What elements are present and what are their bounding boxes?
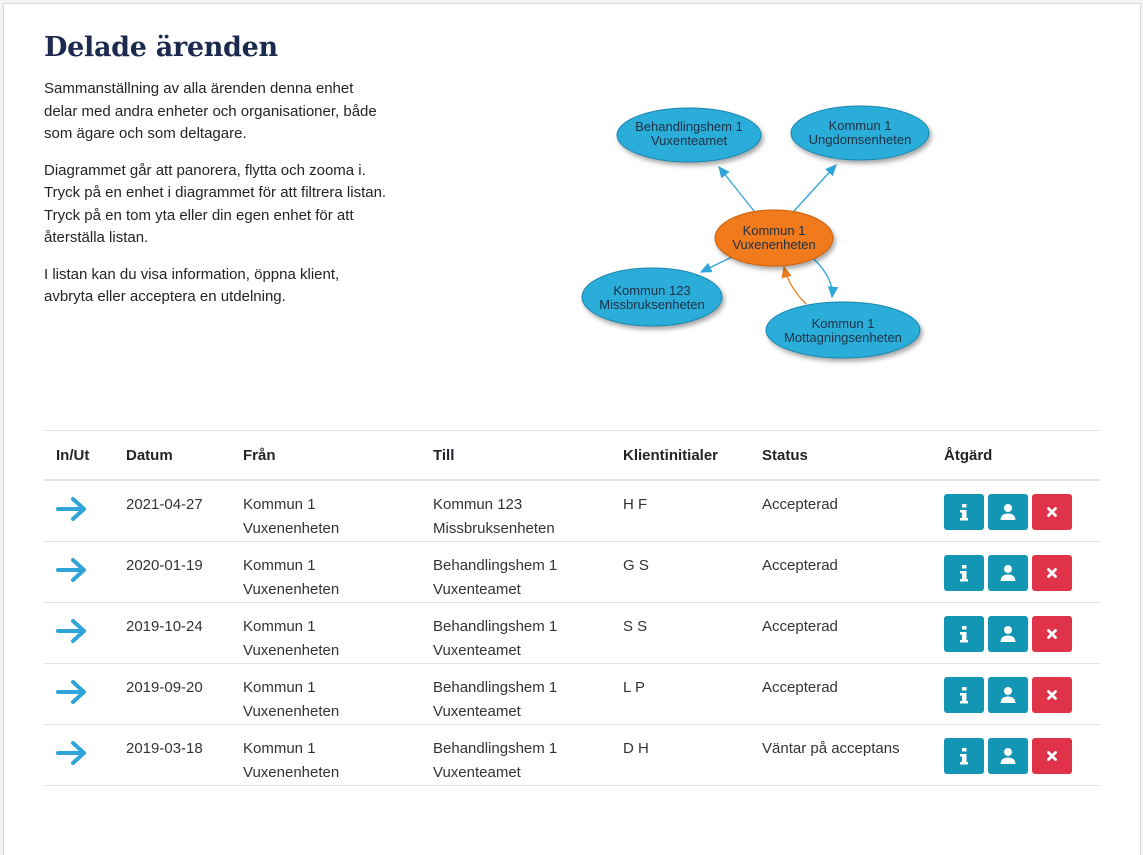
info-icon — [944, 677, 984, 713]
sharing-diagram[interactable] — [564, 89, 964, 379]
info-button[interactable] — [944, 494, 984, 530]
table-row — [44, 603, 1100, 664]
edge-self-behand — [719, 167, 754, 211]
user-icon — [988, 677, 1028, 713]
cell-from: Kommun 1 Vuxenenheten — [231, 725, 421, 786]
svg-text:Behandlingshem 1: Behandlingshem 1 — [635, 119, 743, 134]
arrow-right-icon — [56, 617, 88, 645]
cell-to: Behandlingshem 1 Vuxenteamet — [421, 725, 611, 786]
node-kommun1-vuxenenheten[interactable] — [715, 210, 833, 266]
cell-initials: L P — [611, 664, 750, 725]
cell-initials: D H — [611, 725, 750, 786]
intro-text — [44, 78, 389, 323]
user-icon — [988, 494, 1028, 530]
intro-paragraph-3: I listan kan du visa information, öppna klient, avbryta eller acceptera en utdelning. — [44, 265, 340, 305]
column-header-from[interactable]: Från — [231, 431, 421, 481]
table-header-row — [44, 431, 1100, 481]
intro-paragraph-2: Diagrammet går att panorera, flytta och zooma i. Tryck på en enhet i diagrammet för att filtrera listan. Tryck på en tom yta eller din egen enhet för att återställa listan. — [44, 161, 387, 246]
cell-to: Behandlingshem 1 Vuxenteamet — [421, 664, 611, 725]
cell-from: Kommun 1 Vuxenenheten — [231, 542, 421, 603]
cell-status: Accepterad — [750, 480, 932, 542]
cell-date: 2021-04-27 — [114, 480, 231, 542]
column-header-to[interactable]: Till — [421, 431, 611, 481]
cell-to: Kommun 123 Missbruksenheten — [421, 480, 611, 542]
svg-text:Mottagningsenheten: Mottagningsenheten — [784, 330, 902, 345]
cell-from: Kommun 1 Vuxenenheten — [231, 664, 421, 725]
cell-date: 2020-01-19 — [114, 542, 231, 603]
cancel-share-button[interactable] — [1032, 555, 1072, 591]
open-client-button[interactable] — [988, 738, 1028, 774]
cell-from: Kommun 1 Vuxenenheten — [231, 480, 421, 542]
svg-text:Kommun 123: Kommun 123 — [613, 283, 691, 298]
svg-text:Missbruksenheten: Missbruksenheten — [599, 297, 705, 312]
edge-self-missbruk — [701, 256, 734, 272]
arrow-right-icon — [56, 678, 88, 706]
open-client-button[interactable] — [988, 677, 1028, 713]
open-client-button[interactable] — [988, 494, 1028, 530]
info-button[interactable] — [944, 738, 984, 774]
cancel-share-button[interactable] — [1032, 494, 1072, 530]
user-icon — [988, 555, 1028, 591]
edge-self-ungdom — [794, 165, 836, 211]
page-title: Delade ärenden — [44, 32, 278, 63]
cell-status: Accepterad — [750, 603, 932, 664]
close-icon — [1032, 494, 1072, 530]
info-icon — [944, 616, 984, 652]
column-header-initials[interactable]: Klientinitialer — [611, 431, 750, 481]
cell-from: Kommun 1 Vuxenenheten — [231, 603, 421, 664]
info-icon — [944, 494, 984, 530]
cell-status: Accepterad — [750, 542, 932, 603]
edge-mottag-self — [784, 267, 806, 304]
main-panel — [3, 3, 1141, 855]
cell-date: 2019-03-18 — [114, 725, 231, 786]
cell-initials: S S — [611, 603, 750, 664]
info-button[interactable] — [944, 616, 984, 652]
open-client-button[interactable] — [988, 616, 1028, 652]
cell-initials: G S — [611, 542, 750, 603]
svg-text:Kommun 1: Kommun 1 — [811, 316, 875, 331]
cell-date: 2019-10-24 — [114, 603, 231, 664]
svg-text:Kommun 1: Kommun 1 — [828, 118, 892, 133]
table-row — [44, 725, 1100, 786]
cancel-share-button[interactable] — [1032, 677, 1072, 713]
open-client-button[interactable] — [988, 555, 1028, 591]
arrow-right-icon — [56, 556, 88, 584]
info-icon — [944, 738, 984, 774]
info-button[interactable] — [944, 555, 984, 591]
user-icon — [988, 616, 1028, 652]
arrow-right-icon — [56, 739, 88, 767]
cell-to: Behandlingshem 1 Vuxenteamet — [421, 542, 611, 603]
close-icon — [1032, 616, 1072, 652]
node-kommun1-mottagningsenheten[interactable] — [766, 302, 920, 358]
node-kommun1-ungdomsenheten[interactable] — [791, 106, 929, 160]
edge-self-mottag — [814, 259, 832, 297]
cell-status: Accepterad — [750, 664, 932, 725]
table-row — [44, 664, 1100, 725]
column-header-status[interactable]: Status — [750, 431, 932, 481]
intro-paragraph-1: Sammanställning av alla ärenden denna enhet delar med andra enheter och organisationer, både som ägare och som deltagare. — [44, 80, 377, 142]
shared-cases-table — [44, 430, 1100, 786]
close-icon — [1032, 738, 1072, 774]
info-button[interactable] — [944, 677, 984, 713]
cell-status: Väntar på acceptans — [750, 725, 932, 786]
svg-text:Vuxenenheten: Vuxenenheten — [732, 237, 816, 252]
info-icon — [944, 555, 984, 591]
table-row — [44, 542, 1100, 603]
close-icon — [1032, 677, 1072, 713]
svg-text:Kommun 1: Kommun 1 — [742, 223, 806, 238]
close-icon — [1032, 555, 1072, 591]
column-header-date[interactable]: Datum — [114, 431, 231, 481]
cell-to: Behandlingshem 1 Vuxenteamet — [421, 603, 611, 664]
cancel-share-button[interactable] — [1032, 738, 1072, 774]
table-row — [44, 480, 1100, 542]
node-behandlingshem-vuxenteamet[interactable] — [617, 108, 761, 162]
arrow-right-icon — [56, 495, 88, 523]
node-kommun123-missbruksenheten[interactable] — [582, 268, 722, 326]
user-icon — [988, 738, 1028, 774]
cell-date: 2019-09-20 — [114, 664, 231, 725]
cell-initials: H F — [611, 480, 750, 542]
svg-text:Vuxenteamet: Vuxenteamet — [650, 133, 728, 148]
column-header-action: Åtgärd — [932, 431, 1100, 481]
cancel-share-button[interactable] — [1032, 616, 1072, 652]
svg-text:Ungdomsenheten: Ungdomsenheten — [808, 132, 912, 147]
column-header-direction[interactable]: In/Ut — [44, 431, 114, 481]
